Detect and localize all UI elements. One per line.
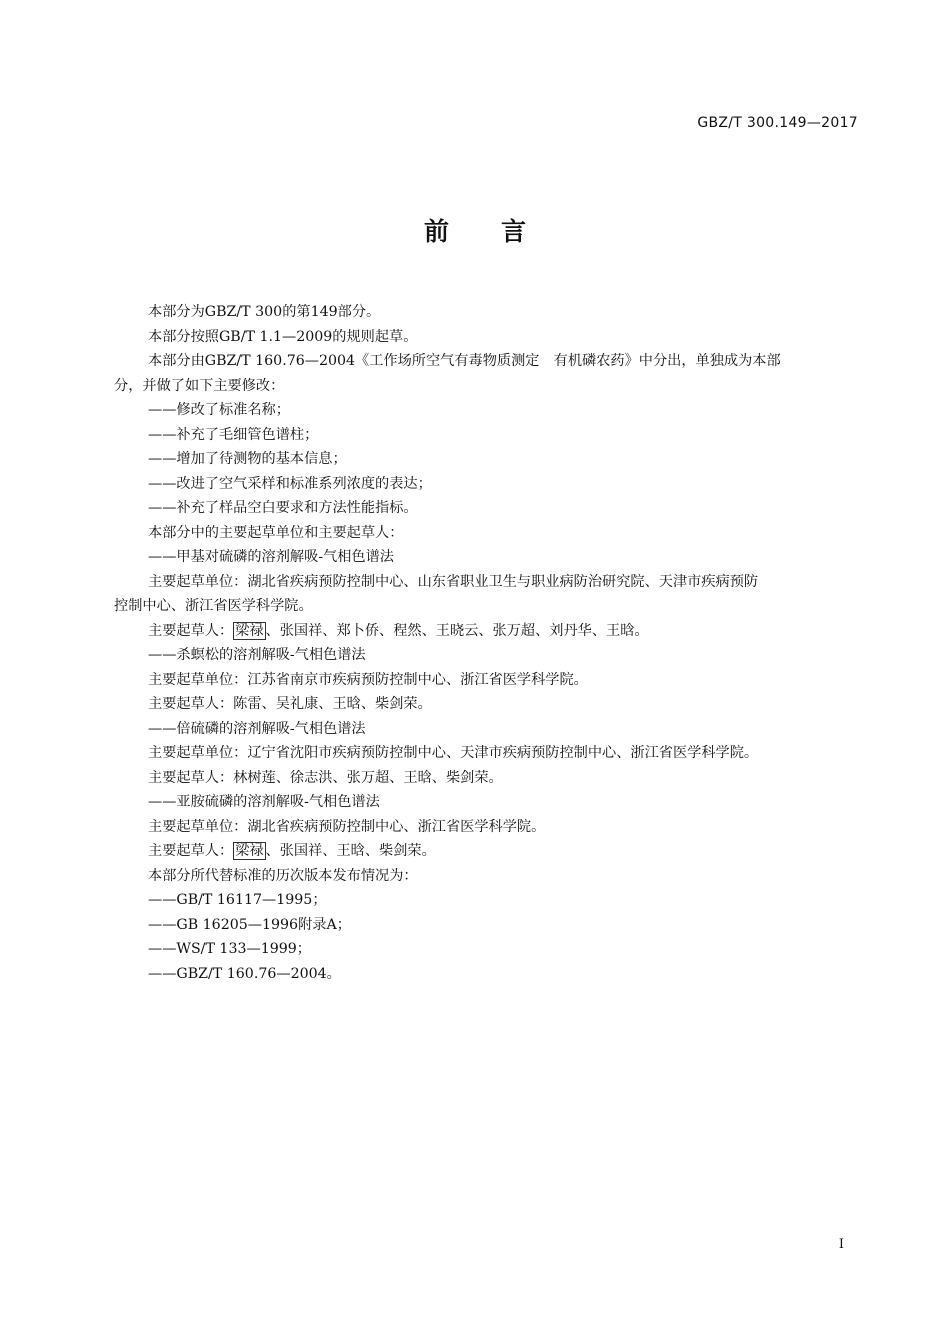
drafters-label: 主要起草人： (148, 622, 234, 639)
history-item: ——GB 16205—1996附录A； (148, 916, 351, 933)
page-number: I (838, 1237, 844, 1252)
title-char-2: 言 (501, 217, 527, 246)
page-title (0, 212, 950, 248)
title-char-1: 前 (423, 217, 449, 246)
drafting-units: 主要起草单位：湖北省疾病预防控制中心、山东省职业卫生与职业病防治研究院、天津市疾病预防 (148, 573, 759, 590)
modification-item: ——改进了空气采样和标准系列浓度的表达； (148, 475, 432, 492)
document-body (114, 300, 864, 986)
drafters (114, 619, 864, 644)
drafters: 主要起草人：林树莲、徐志洪、张万超、王晗、柴剑荣。 (148, 769, 503, 786)
history-item: ——GBZ/T 160.76—2004。 (148, 965, 341, 982)
history-item: ——GB/T 16117—1995； (148, 892, 327, 908)
history-item: ——WS/T 133—1999； (148, 941, 311, 957)
modification-item: ——补充了毛细管色谱柱； (148, 426, 319, 443)
drafters (114, 839, 864, 864)
drafters-label: 主要起草人： (148, 843, 234, 859)
document-id: GBZ/T 300.149—2017 (697, 115, 858, 131)
paragraph-part-number: 本部分为GBZ/T 300的第149部分。 (148, 304, 381, 320)
modification-item: ——补充了样品空白要求和方法性能指标。 (148, 500, 418, 516)
method-title: ——甲基对硫磷的溶剂解吸-气相色谱法 (148, 549, 394, 565)
paragraph-origin-continued: 分，并做了如下主要修改： (114, 377, 285, 394)
drafting-units: 主要起草单位：湖北省疾病预防控制中心、浙江省医学科学院。 (148, 818, 546, 835)
modification-item: ——修改了标准名称； (148, 402, 290, 418)
method-title: ——倍硫磷的溶剂解吸-气相色谱法 (148, 720, 366, 737)
drafters-names: 、张国祥、王晗、柴剑荣。 (265, 843, 436, 859)
drafting-units: 主要起草单位：江苏省南京市疾病预防控制中心、浙江省医学科学院。 (148, 671, 588, 688)
method-title: ——杀螟松的溶剂解吸-气相色谱法 (148, 647, 366, 663)
history-intro: 本部分所代替标准的历次版本发布情况为： (148, 867, 418, 884)
drafting-units: 主要起草单位：辽宁省沈阳市疾病预防控制中心、天津市疾病预防控制中心、浙江省医学科学院。 (148, 745, 759, 761)
paragraph-origin: 本部分由GBZ/T 160.76—2004《工作场所空气有毒物质测定 有机磷农药》中分出，单独成为本部 (148, 353, 781, 369)
boxed-name: 梁禄 (235, 843, 264, 859)
modification-item: ——增加了待测物的基本信息； (148, 451, 347, 467)
drafters-names: 、张国祥、郑卜侨、程然、王晓云、张万超、刘丹华、王晗。 (265, 622, 649, 639)
paragraph-drafting-rules: 本部分按照GB/T 1.1—2009的规则起草。 (148, 328, 418, 345)
boxed-name: 梁禄 (235, 622, 264, 639)
drafters: 主要起草人：陈雷、吴礼康、王晗、柴剑荣。 (148, 696, 432, 712)
drafters-intro: 本部分中的主要起草单位和主要起草人： (148, 524, 404, 541)
method-title: ——亚胺硫磷的溶剂解吸-气相色谱法 (148, 794, 380, 810)
drafting-units-continued: 控制中心、浙江省医学科学院。 (114, 598, 313, 614)
